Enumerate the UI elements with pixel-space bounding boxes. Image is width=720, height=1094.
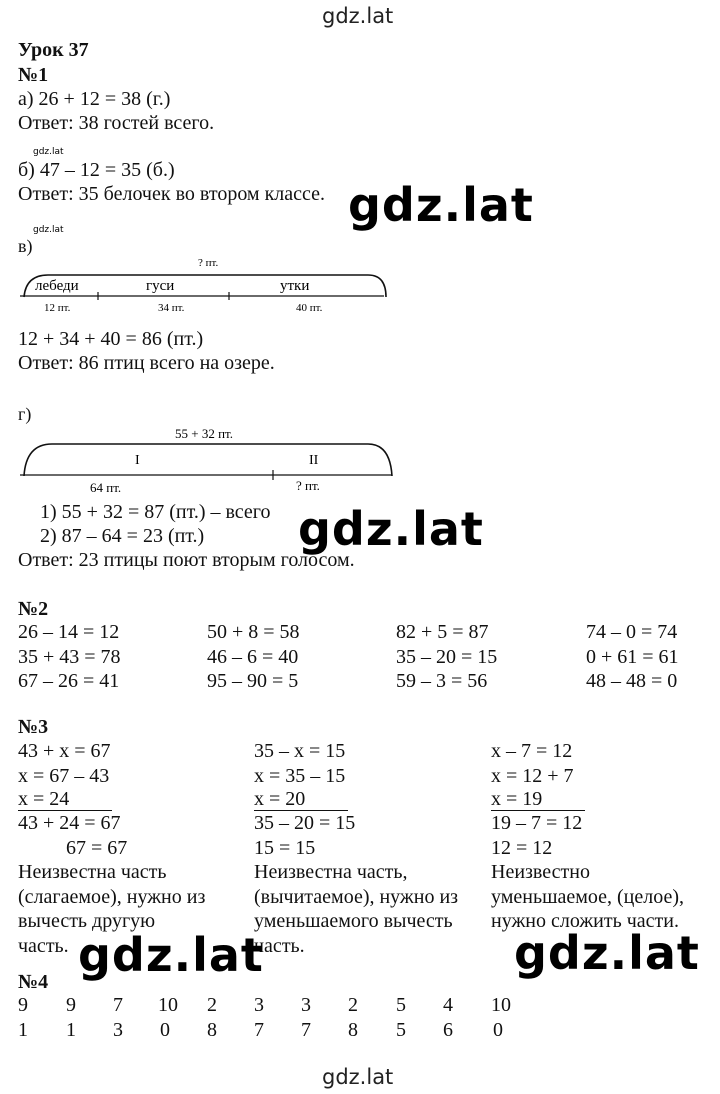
ex4-number: 7 [254,1019,264,1041]
segment-diagram-v [18,253,388,315]
ex1-v-label: в) [18,236,33,256]
ex3-line: 19 – 7 = 12 [491,812,583,834]
ex1-a-equation: а) 26 + 12 = 38 (г.) [18,88,171,110]
ex4-number: 5 [396,994,406,1016]
ex4-number: 0 [160,1019,170,1041]
ex3-line: 15 = 15 [254,836,316,859]
ex4-title: №4 [18,971,49,993]
ex1-v-answer: Ответ: 86 птиц всего на озере. [18,352,275,374]
ex4-number: 6 [443,1019,453,1041]
ex2-item: 95 – 90 = 5 [207,670,299,692]
ex2-item: 26 – 14 = 12 [18,621,120,643]
diagram-total-label: 55 + 32 пт. [175,426,233,441]
ex3-answer-line: x = 19 [491,788,585,811]
ex2-item: 48 – 48 = 0 [586,670,678,692]
ex3-answer-line: x = 24 [18,788,112,811]
ex3-line: 43 + 24 = 67 [18,812,121,834]
ex4-number: 3 [113,1019,123,1041]
ex4-number: 2 [207,994,217,1016]
diagram-segment-label: гуси [146,278,175,294]
ex4-row-1 [18,994,708,1018]
diagram-value-label: 64 пт. [90,480,122,494]
diagram-value-label: 40 пт. [296,302,323,314]
ex4-number: 9 [66,994,76,1016]
ex2-item: 74 – 0 = 74 [586,621,678,643]
watermark-bottom: gdz.lat [322,1065,394,1089]
ex3-column [254,739,484,958]
ex3-line: x = 12 + 7 [491,764,574,787]
ex2-item: 67 – 26 = 41 [18,670,120,692]
ex4-number: 3 [254,994,264,1016]
diagram-value-label: 34 пт. [158,302,185,314]
ex4-number: 8 [348,1019,358,1041]
ex3-line: x – 7 = 12 [491,740,573,762]
ex2-column [396,620,497,694]
ex3-line: x = 35 – 15 [254,764,346,787]
ex2-item: 35 + 43 = 78 [18,645,121,668]
ex3-line: 43 + x = 67 [18,740,111,762]
watermark-small: gdz.lat [33,147,64,157]
ex4-number: 10 [491,994,511,1016]
ex1-b-equation: б) 47 – 12 = 35 (б.) [18,159,175,181]
lesson-title: Урок 37 [18,39,89,61]
diagram-segment-label: II [309,453,319,468]
ex4-number: 7 [301,1019,311,1041]
ex2-column [207,620,300,694]
watermark-top: gdz.lat [322,4,394,28]
watermark-small: gdz.lat [33,225,64,235]
ex3-line: 35 – x = 15 [254,740,346,762]
ex1-g-step1: 1) 55 + 32 = 87 (пт.) – всего [40,501,271,523]
ex4-row-2 [18,1019,708,1043]
ex3-answer-line: x = 20 [254,788,348,811]
ex1-b-answer: Ответ: 35 белочек во втором классе. [18,183,326,205]
ex2-item: 82 + 5 = 87 [396,621,489,643]
ex3-column [18,739,238,958]
diagram-value-label: ? пт. [296,478,320,493]
ex4-number: 3 [301,994,311,1016]
ex2-title: №2 [18,598,49,620]
ex4-number: 1 [66,1019,76,1041]
ex4-number: 9 [18,994,28,1016]
ex3-note: Неизвестна часть (слагаемое), нужно из вычесть другую часть. [18,861,206,957]
watermark-big: gdz.lat [348,178,534,232]
ex3-note: Неизвестно уменьшаемое, (целое), нужно сложить части. [491,861,685,932]
ex2-item: 50 + 8 = 58 [207,621,300,643]
ex1-g-answer: Ответ: 23 птицы поют вторым голосом. [18,549,355,571]
ex3-line: 12 = 12 [491,836,553,859]
ex2-column [18,620,121,694]
diagram-brace [24,444,392,476]
watermark-big: gdz.lat [514,926,700,980]
watermark-big: gdz.lat [78,928,264,982]
ex4-number: 2 [348,994,358,1016]
ex2-item: 35 – 20 = 15 [396,645,498,668]
ex1-g-step2: 2) 87 – 64 = 23 (пт.) [40,525,205,547]
ex3-line: 67 = 67 [66,836,128,859]
diagram-segment-label: лебеди [35,278,79,294]
ex4-number: 8 [207,1019,217,1041]
diagram-segment-label: I [135,453,140,468]
ex2-column [586,620,679,694]
diagram-value-label: 12 пт. [44,302,71,314]
diagram-total-label: ? пт. [198,257,219,269]
ex4-number: 5 [396,1019,406,1041]
ex4-number: 7 [113,994,123,1016]
ex4-number: 1 [18,1019,28,1041]
ex2-item: 59 – 3 = 56 [396,670,488,692]
ex1-a-answer: Ответ: 38 гостей всего. [18,112,215,134]
ex4-number: 10 [158,994,178,1016]
ex1-v-equation: 12 + 34 + 40 = 86 (пт.) [18,328,204,350]
ex1-title: №1 [18,64,49,86]
segment-diagram-g [18,422,398,494]
ex3-line: 35 – 20 = 15 [254,812,356,834]
ex3-line: x = 67 – 43 [18,764,110,787]
ex3-column [491,739,716,934]
ex4-number: 0 [493,1019,503,1041]
ex1-g-label: г) [18,404,32,424]
ex2-item: 0 + 61 = 61 [586,645,679,668]
watermark-big: gdz.lat [298,502,484,556]
ex3-title: №3 [18,716,49,738]
ex3-note: Неизвестна часть, (вычитаемое), нужно из уменьшаемого вычесть часть. [254,861,459,957]
ex2-item: 46 – 6 = 40 [207,645,299,668]
ex4-number: 4 [443,994,453,1016]
diagram-segment-label: утки [280,278,310,294]
